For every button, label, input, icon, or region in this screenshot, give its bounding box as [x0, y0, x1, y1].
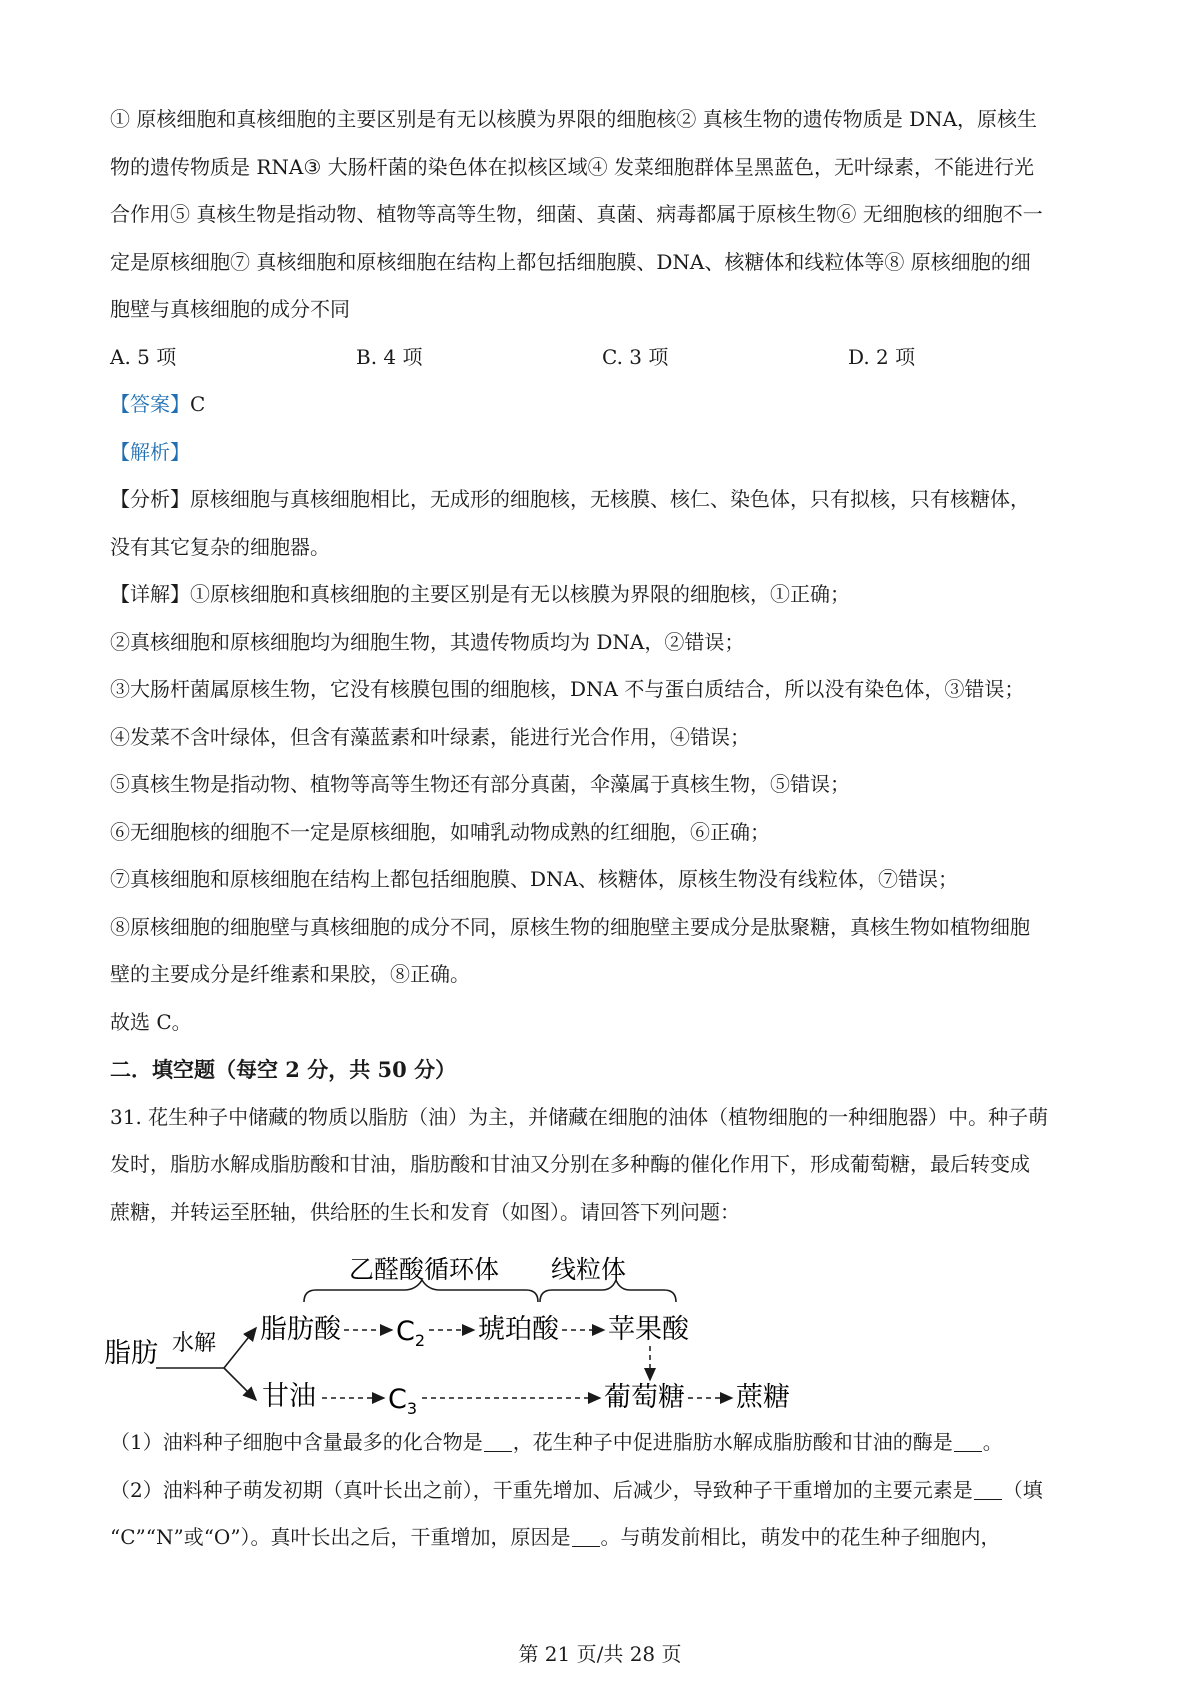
glycerol-label: 甘油 [262, 1381, 316, 1412]
analysis-line: 没有其它复杂的细胞器。 [110, 534, 330, 559]
mitochondria-label: 线粒体 [551, 1255, 627, 1284]
conclusion: 故选 C。 [110, 1009, 192, 1034]
option-d: D. 2 项 [848, 344, 916, 369]
detail-line: ③大肠杆菌属原核生物，它没有核膜包围的细胞核，DNA 不与蛋白质结合，所以没有染色体，③错误； [110, 677, 1025, 701]
subquestion-2-line [110, 1467, 1100, 1515]
analysis-line: 【分析】原核细胞与真核细胞相比，无成形的细胞核，无核膜、核仁、染色体，只有拟核，只有核糖体， [110, 487, 1030, 511]
c2-label: $C_2$ [396, 1316, 426, 1350]
diagram-svg [104, 1240, 1104, 1415]
fatty-acid-label: 脂肪酸 [260, 1314, 341, 1345]
subq1-text-c: 。 [982, 1430, 1003, 1454]
glucose-label: 葡萄糖 [604, 1382, 685, 1413]
answer-blank [484, 1433, 512, 1452]
subq2-text-b: （填 [1002, 1477, 1043, 1502]
answer-blank [954, 1433, 982, 1452]
answer-blank [974, 1481, 1002, 1500]
page-footer: 第 21 页/共 28 页 [518, 1642, 682, 1666]
detail-line: ②真核细胞和原核细胞均为细胞生物，其遗传物质均为 DNA，②错误； [110, 629, 745, 654]
sucrose-label: 蔗糖 [736, 1382, 790, 1413]
question-31-line: 发时，脂肪水解成脂肪酸和甘油，脂肪酸和甘油又分别在多种酶的催化作用下，形成葡萄糖，最后转变成 [110, 1152, 1030, 1176]
hydrolysis-label: 水解 [172, 1331, 217, 1356]
subq2-text-d: 。与萌发前相比，萌发中的花生种子细胞内， [600, 1525, 1001, 1549]
question-31-line: 31. 花生种子中储藏的物质以脂肪（油）为主，并储藏在细胞的油体（植物细胞的一种细胞器）中。种子萌 [110, 1104, 1049, 1129]
question-line: 物的遗传物质是 RNA③ 大肠杆菌的染色体在拟核区域④ 发菜细胞群体呈黑蓝色，无叶绿素，不能进行光 [110, 154, 1035, 179]
fat-label: 脂肪 [104, 1338, 158, 1369]
succinic-acid-label: 琥珀酸 [478, 1314, 559, 1345]
question-line: 定是原核细胞⑦ 真核细胞和原核细胞在结构上都包括细胞膜、DNA、核糖体和线粒体等⑧ 原核细胞的细 [110, 249, 1031, 274]
answer-blank [572, 1528, 600, 1547]
analysis-heading [110, 429, 1100, 477]
subq1-text-a: （1）油料种子细胞中含量最多的化合物是 [110, 1430, 483, 1454]
option-c: C. 3 项 [602, 344, 669, 369]
detail-line: ⑤真核生物是指动物、植物等高等生物还有部分真菌，伞藻属于真核生物，⑤错误； [110, 772, 850, 796]
arrow-to-fatty-acid [224, 1328, 256, 1368]
malic-acid-label: 苹果酸 [608, 1314, 689, 1345]
analysis-tag: 【解析】 [110, 439, 190, 464]
detail-line: 【详解】①原核细胞和真核细胞的主要区别是有无以核膜为界限的细胞核，①正确； [110, 582, 850, 606]
detail-line: 壁的主要成分是纤维素和果胶，⑧正确。 [110, 962, 470, 986]
c3-label: $C_3$ [388, 1384, 418, 1415]
detail-line: ④发菜不含叶绿体，但含有藻蓝素和叶绿素，能进行光合作用，④错误； [110, 724, 750, 749]
subquestion-2-line [110, 1514, 1100, 1562]
subq2-text-a: （2）油料种子萌发初期（真叶长出之前），干重先增加、后减少，导致种子干重增加的主要元素是 [110, 1477, 973, 1502]
question-line: 胞壁与真核细胞的成分不同 [110, 297, 350, 321]
subquestion-1 [110, 1419, 1100, 1467]
detail-line: ⑧原核细胞的细胞壁与真核细胞的成分不同，原核生物的细胞壁主要成分是肽聚糖，真核生物如植物细胞 [110, 914, 1030, 939]
glyoxysome-label: 乙醛酸循环体 [349, 1255, 500, 1284]
option-a: A. 5 项 [110, 344, 177, 369]
detail-line: ⑥无细胞核的细胞不一定是原核细胞，如哺乳动物成熟的红细胞，⑥正确； [110, 819, 770, 844]
document-content [104, 96, 1100, 1562]
metabolism-diagram [104, 1240, 1100, 1415]
detail-line: ⑦真核细胞和原核细胞在结构上都包括细胞膜、DNA、核糖体，原核生物没有线粒体，⑦错误； [110, 867, 958, 891]
answer-value: C [190, 392, 206, 416]
question-line: 合作用⑤ 真核生物是指动物、植物等高等生物，细菌、真菌、病毒都属于原核生物⑥ 无细胞核的细胞不一 [110, 202, 1043, 226]
answer-tag: 【答案】 [110, 392, 190, 416]
option-b: B. 4 项 [356, 344, 423, 369]
arrow-to-glycerol [224, 1368, 256, 1400]
question-31-line: 蔗糖，并转运至胚轴，供给胚的生长和发育（如图）。请回答下列问题： [110, 1199, 740, 1224]
section-heading: 二．填空题（每空 2 分，共 50 分） [110, 1057, 457, 1082]
question-line: ① 原核细胞和真核细胞的主要区别是有无以核膜为界限的细胞核② 真核生物的遗传物质是 DNA，原核生 [110, 107, 1038, 131]
subq1-text-b: ，花生种子中促进脂肪水解成脂肪酸和甘油的酶是 [512, 1430, 953, 1454]
answer-line [110, 381, 1100, 429]
subq2-text-c: “C”“N”或“O”）。真叶长出之后，干重增加，原因是 [110, 1525, 571, 1549]
answer-options [110, 334, 1100, 382]
